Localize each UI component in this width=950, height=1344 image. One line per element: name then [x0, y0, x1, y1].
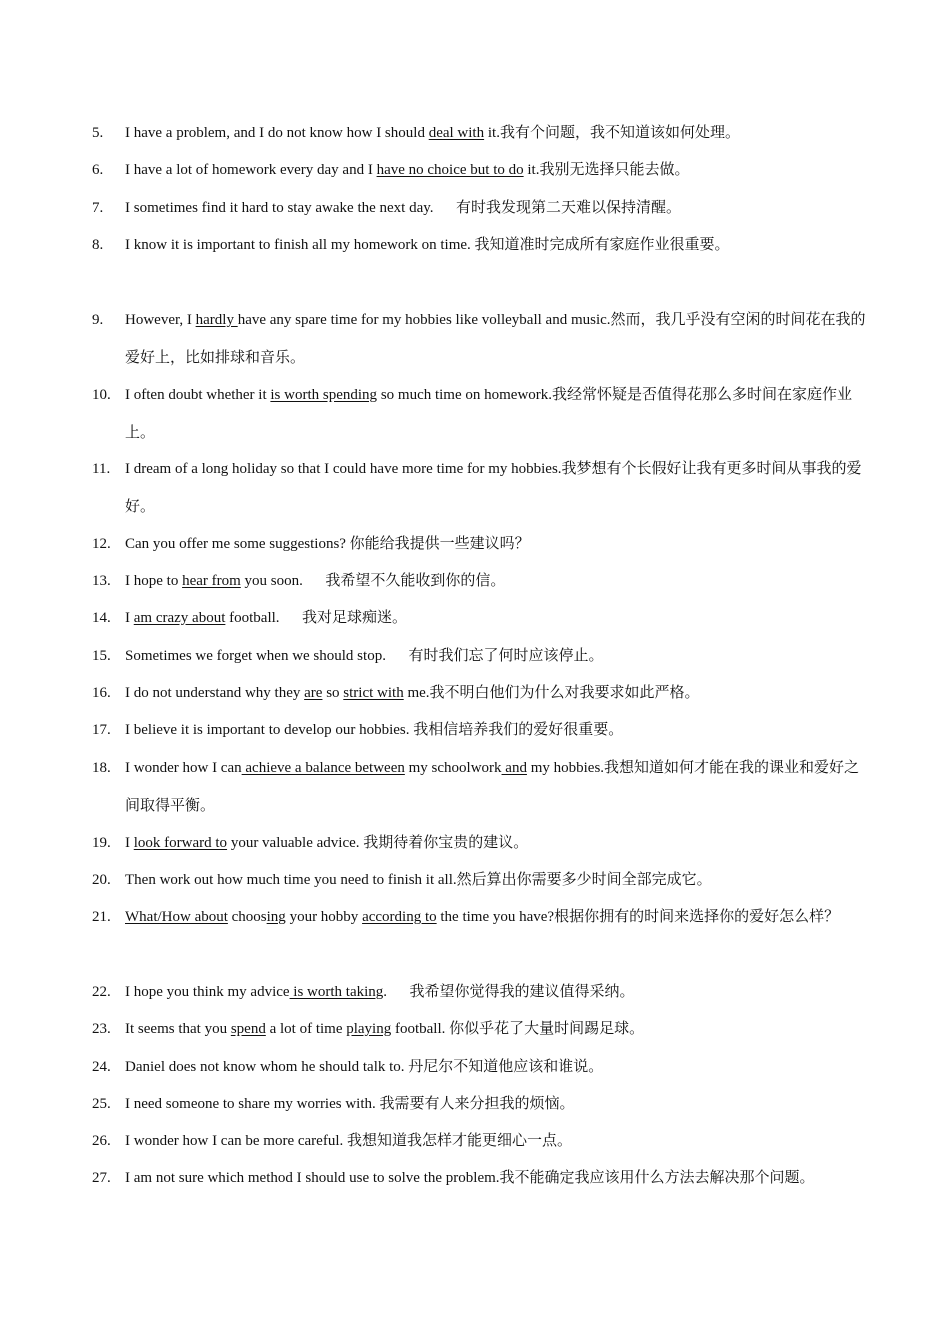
text-segment: choos [227, 909, 267, 925]
text-segment: However, I [125, 312, 196, 328]
text-segment: football. 我对足球痴迷。 [225, 610, 408, 626]
item-number: 10. [92, 387, 111, 403]
item-number: 20. [92, 872, 111, 888]
sentence-text [125, 1049, 870, 1087]
text-segment: I need someone to share my worries with. 我需要有人来分担我的烦恼。 [125, 1096, 575, 1112]
underlined-phrase: hardly [195, 312, 238, 328]
text-segment: I am not sure which method I should use to solve the problem.我不能确定我应该用什么方法去解决那个问题。 [125, 1170, 815, 1186]
text-segment: your hobby [285, 909, 363, 925]
text-segment: I believe it is important to develop our hobbies. 我相信培养我们的爱好很重要。 [125, 722, 624, 738]
underlined-phrase: achieve a balance between [241, 760, 405, 776]
text-segment: It seems that you [125, 1021, 231, 1037]
text-segment: I have a problem, and I do not know how I should [125, 125, 429, 141]
underlined-phrase: have no choice but to do [376, 162, 524, 178]
text-segment: I have a lot of homework every day and I [125, 162, 377, 178]
text-segment: I hope you think my advice [125, 984, 290, 1000]
text-segment: Sometimes we forget when we should stop. 有时我们忘了何时应该停止。 [125, 648, 604, 664]
text-segment: I dream of a long holiday so that I could have more time for my hobbies.我梦想有个长假好让我有更多时间从事我的爱好。 [125, 461, 862, 515]
item-number: 9. [92, 312, 104, 328]
sentence-text [125, 526, 870, 564]
item-number: 24. [92, 1059, 111, 1075]
item-number: 8. [92, 237, 104, 253]
item-number: 21. [92, 909, 111, 925]
underlined-phrase: and [501, 760, 527, 776]
underlined-phrase: hear from [182, 573, 241, 589]
sentence-text [125, 600, 870, 638]
text-segment: my schoolwork [404, 760, 502, 776]
item-number: 14. [92, 610, 111, 626]
sentence-text [125, 675, 870, 713]
item-number: 7. [92, 200, 104, 216]
item-number: 11. [92, 461, 111, 477]
underlined-phrase: deal with [428, 125, 485, 141]
item-number: 16. [92, 685, 111, 701]
underlined-phrase: spend [230, 1021, 266, 1037]
sentence-text [125, 377, 870, 452]
item-number: 26. [92, 1133, 111, 1149]
underlined-phrase: am crazy about [133, 610, 226, 626]
underlined-phrase: according to [362, 909, 437, 925]
item-number: 17. [92, 722, 111, 738]
sentence-text [125, 712, 870, 750]
sentence-text [125, 825, 870, 863]
item-number: 25. [92, 1096, 111, 1112]
underlined-phrase: ing [266, 909, 286, 925]
item-number: 19. [92, 835, 111, 851]
item-number: 15. [92, 648, 111, 664]
sentence-text [125, 899, 870, 937]
text-segment: so [322, 685, 344, 701]
underlined-phrase: What/How about [125, 909, 228, 925]
sentence-text [125, 1160, 870, 1198]
text-segment: Then work out how much time you need to finish it all.然后算出你需要多少时间全部完成它。 [125, 872, 712, 888]
text-segment: a lot of time [265, 1021, 347, 1037]
underlined-phrase: is worth taking [289, 984, 384, 1000]
text-segment: it.我有个问题，我不知道该如何处理。 [484, 125, 740, 141]
text-segment: I sometimes find it hard to stay awake the next day. 有时我发现第二天难以保持清醒。 [125, 200, 682, 216]
sentence-text [125, 974, 870, 1012]
text-segment: I [125, 835, 134, 851]
sentence-text [125, 302, 870, 377]
item-number: 6. [92, 162, 104, 178]
item-number: 13. [92, 573, 111, 589]
sentence-text [125, 1123, 870, 1161]
text-segment: I wonder how I can be more careful. 我想知道我怎样才能更细心一点。 [125, 1133, 572, 1149]
sentence-text [125, 115, 870, 153]
text-segment: Can you offer me some suggestions? 你能给我提供一些建议吗？ [125, 536, 530, 552]
text-segment: . 我希望你觉得我的建议值得采纳。 [383, 984, 635, 1000]
underlined-phrase: are [304, 685, 323, 701]
underlined-phrase: strict with [343, 685, 404, 701]
item-number: 5. [92, 125, 104, 141]
text-segment: the time you have?根据你拥有的时间来选择你的爱好怎么样？ [436, 909, 840, 925]
underlined-phrase: is worth spending [270, 387, 378, 403]
text-segment: it.我别无选择只能去做。 [523, 162, 690, 178]
sentence-text [125, 862, 870, 900]
text-segment: football. 你似乎花了大量时间踢足球。 [391, 1021, 645, 1037]
text-segment: my hobbies.我想知道如何才能在我的课业和爱好之间取得平衡。 [125, 760, 860, 814]
sentence-text [125, 227, 870, 265]
text-segment: have any spare time for my hobbies like volleyball and music.然而，我几乎没有空闲的时间花在我的爱好上，比如排球和音乐。 [125, 312, 866, 366]
text-segment: your valuable advice. 我期待着你宝贵的建议。 [227, 835, 529, 851]
text-segment: Daniel does not know whom he should talk to. 丹尼尔不知道他应该和谁说。 [125, 1059, 604, 1075]
text-segment: I [125, 610, 134, 626]
item-number: 18. [92, 760, 111, 776]
sentence-text [125, 451, 870, 526]
underlined-phrase: look forward to [133, 835, 228, 851]
item-number: 22. [92, 984, 111, 1000]
sentence-text [125, 563, 870, 601]
item-number: 23. [92, 1021, 111, 1037]
text-segment: I often doubt whether it [125, 387, 271, 403]
item-number: 12. [92, 536, 111, 552]
text-segment: I wonder how I can [125, 760, 242, 776]
item-number: 27. [92, 1170, 111, 1186]
underlined-phrase: playing [346, 1021, 392, 1037]
sentence-text [125, 638, 870, 676]
sentence-text [125, 1011, 870, 1049]
text-segment: me.我不明白他们为什么对我要求如此严格。 [403, 685, 700, 701]
sentence-text [125, 750, 870, 825]
sentence-text [125, 152, 870, 190]
sentence-text [125, 190, 870, 228]
text-segment: I do not understand why they [125, 685, 305, 701]
text-segment: you soon. 我希望不久能收到你的信。 [240, 573, 506, 589]
text-segment: so much time on homework.我经常怀疑是否值得花那么多时间在家庭作业上。 [125, 387, 853, 441]
text-segment: I know it is important to finish all my homework on time. 我知道准时完成所有家庭作业很重要。 [125, 237, 730, 253]
sentence-text [125, 1086, 870, 1124]
text-segment: I hope to [125, 573, 183, 589]
